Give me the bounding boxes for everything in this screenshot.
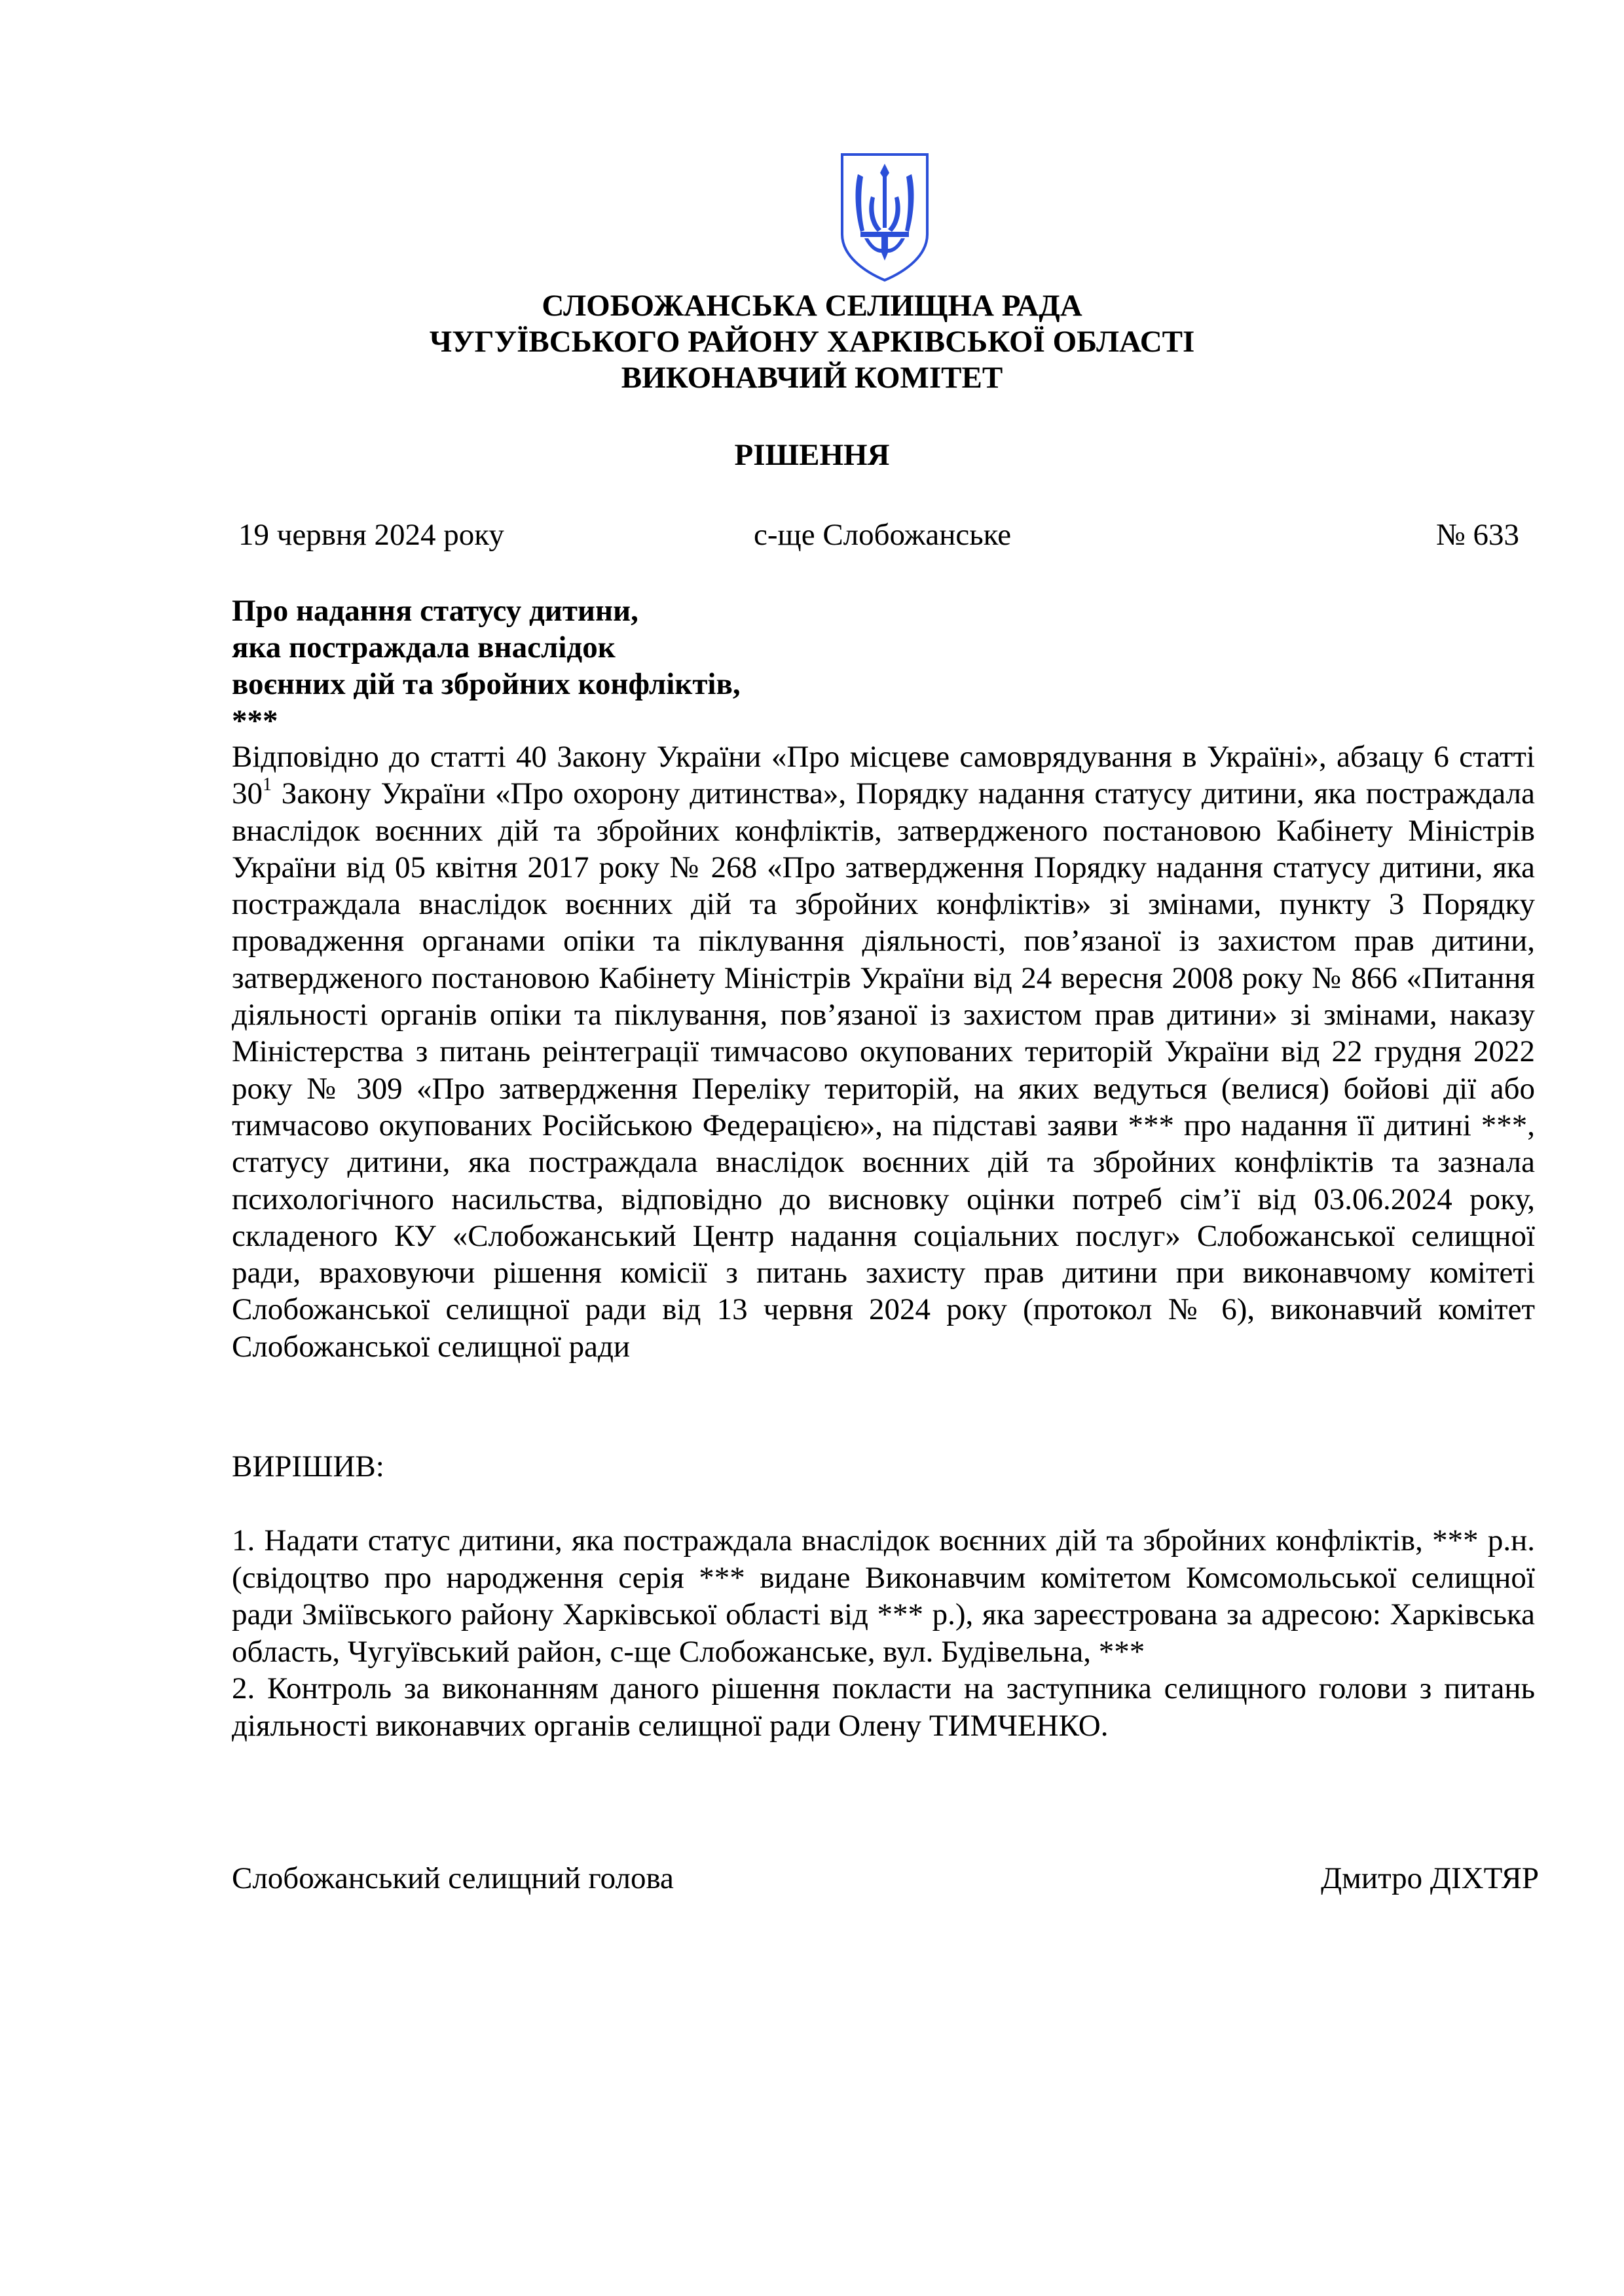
- organization-header: [0, 288, 1624, 396]
- decision-item: 2. Контроль за виконанням даного рішення покласти на заступника селищного голови з питань діяльності виконавчих органів селищної ради Олену ТИМЧЕНКО.: [232, 1671, 1535, 1743]
- preamble-text-continued: Закону України «Про охорону дитинства», Порядку надання статусу дитини, яка постраждала внаслідок воєнних дій та збройних конфліктів, затвердженого постановою Кабінету Міністрів України від 05 квітня 2017 року № 268 «Про затвердження Порядку надання статусу дитини, яка постраждала внаслідок воєнних дій та збройних конфліктів» зі змінами, пункту 3 Порядку провадження органами опіки та піклування діяльності, пов’язаної із захистом прав дитини, затвердженого постановою Кабінету Міністрів України від 24 вересня 2008 року № 866 «Питання діяльності органів опіки та піклування, пов’язаної із захистом прав дитини» зі змінами, наказу Міністерства з питань реінтеграції тимчасово окупованих територій України від 22 грудня 2022 року № 309 «Про затвердження Переліку територій, на яких ведуться (велися) бойові дії або тимчасово окупованих Російською Федерацією», на підставі заяви *** про надання її дитині ***, статусу дитини, яка постраждала внаслідок воєнних дій та збройних конфліктів та зазнала психологічного насильства, відповідно до висновку оцінки потреб сім’ї від 03.06.2024 року, складеного КУ «Слобожанський Центр надання соціальних послуг» Слобожанської селищної ради, враховуючи рішення комісії з питань захисту прав дитини при виконавчому комітеті Слобожанської селищної ради від 13 червня 2024 року (протокол № 6), виконавчий комітет Слобожанської селищної ради: [232, 776, 1535, 1364]
- subject-line: яка постраждала внаслідок: [232, 630, 616, 665]
- header-council-name: СЛОБОЖАНСЬКА СЕЛИЩНА РАДА: [542, 289, 1082, 323]
- subject-line: ***: [232, 704, 278, 738]
- ukraine-trident-icon: [838, 151, 931, 284]
- preamble-paragraph: [232, 738, 1535, 1365]
- decision-subject: [232, 592, 741, 739]
- signatory-name: Дмитро ДІХТЯР: [1321, 1861, 1539, 1895]
- signatory-position: Слобожанський селищний голова: [232, 1861, 674, 1895]
- resolved-label: ВИРІШИВ:: [232, 1449, 384, 1484]
- subject-line: воєнних дій та збройних конфліктів,: [232, 667, 741, 701]
- decision-item: 1. Надати статус дитини, яка постраждала внаслідок воєнних дій та збройних конфліктів, *** р.н. (свідоцтво про народження серія *** видане Виконавчим комітетом Комсомольської селищної ради Зміївського району Харківської області від *** р.), яка зареєстрована за адресою: Харківська область, Чугуївський район, с-ще Слобожанське, вул. Будівельна, ***: [232, 1523, 1535, 1669]
- decision-number: № 633: [1435, 518, 1519, 552]
- header-committee-name: ВИКОНАВЧИЙ КОМІТЕТ: [621, 361, 1003, 395]
- decision-date: 19 червня 2024 року: [238, 518, 504, 552]
- decision-place: с-ще Слобожанське: [754, 518, 1012, 552]
- preamble-text: Відповідно до статті 40 Закону України «Про місцеве самоврядування в Україні», абзацу 6 статті 30: [232, 740, 1535, 811]
- decision-items: [232, 1522, 1535, 1744]
- superscript: 1: [263, 774, 272, 795]
- subject-line: Про надання статусу дитини,: [232, 594, 638, 628]
- header-district-name: ЧУГУЇВСЬКОГО РАЙОНУ ХАРКІВСЬКОЇ ОБЛАСТІ: [429, 325, 1195, 359]
- document-type-title: РІШЕННЯ: [734, 438, 890, 472]
